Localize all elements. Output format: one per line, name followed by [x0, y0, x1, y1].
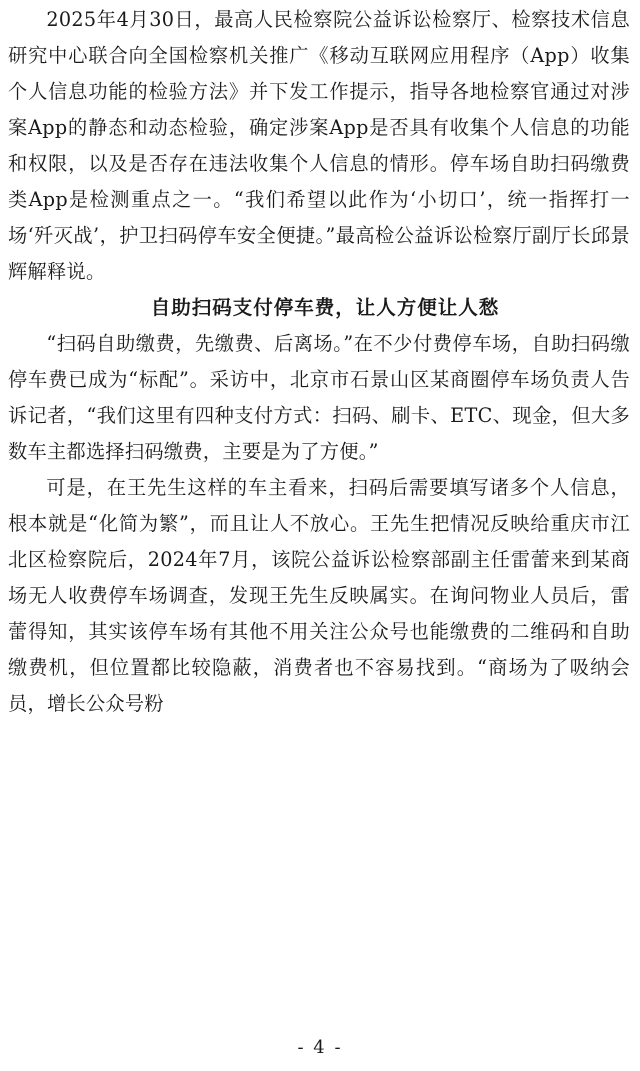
- paragraph-intro: 2025年4月30日，最高人民检察院公益诉讼检察厅、检察技术信息研究中心联合向全国检察机关推广《移动互联网应用程序（App）收集个人信息功能的检验方法》并下发工作提示，指导各地检察官通过对涉案App的静态和动态检验，确定涉案App是否具有收集个人信息的功能和权限，以及是否存在违法收集个人信息的情形。停车场自助扫码缴费类App是检测重点之一。“我们希望以此作为‘小切口’，统一指挥打一场‘歼灭战’，护卫扫码停车安全便捷。”最高检公益诉讼检察厅副厅长邱景辉解释说。: [8, 8, 630, 283]
- page-number: - 4 -: [297, 1037, 343, 1058]
- paragraph-self-pay: “扫码自助缴费，先缴费、后离场。”在不少付费停车场，自助扫码缴停车费已成为“标配”。采访中，北京市石景山区某商圈停车场负责人告诉记者，“我们这里有四种支付方式：扫码、刷卡、ETC、现金，但大多数车主都选择扫码缴费，主要是为了方便。”: [8, 332, 630, 463]
- section-heading: 自助扫码支付停车费，让人方便让人愁: [150, 296, 500, 319]
- document-body: [8, 2, 630, 722]
- paragraph-case-wang: 可是，在王先生这样的车主看来，扫码后需要填写诸多个人信息，根本就是“化简为繁”，而且让人不放心。王先生把情况反映给重庆市江北区检察院后，2024年7月，该院公益诉讼检察部副主任雷蕾来到某商场无人收费停车场调查，发现王先生反映属实。在询问物业人员后，雷蕾得知，其实该停车场有其他不用关注公众号也能缴费的二维码和自助缴费机，但位置都比较隐蔽，消费者也不容易找到。“商场为了吸纳会员，增长公众号粉: [8, 476, 630, 715]
